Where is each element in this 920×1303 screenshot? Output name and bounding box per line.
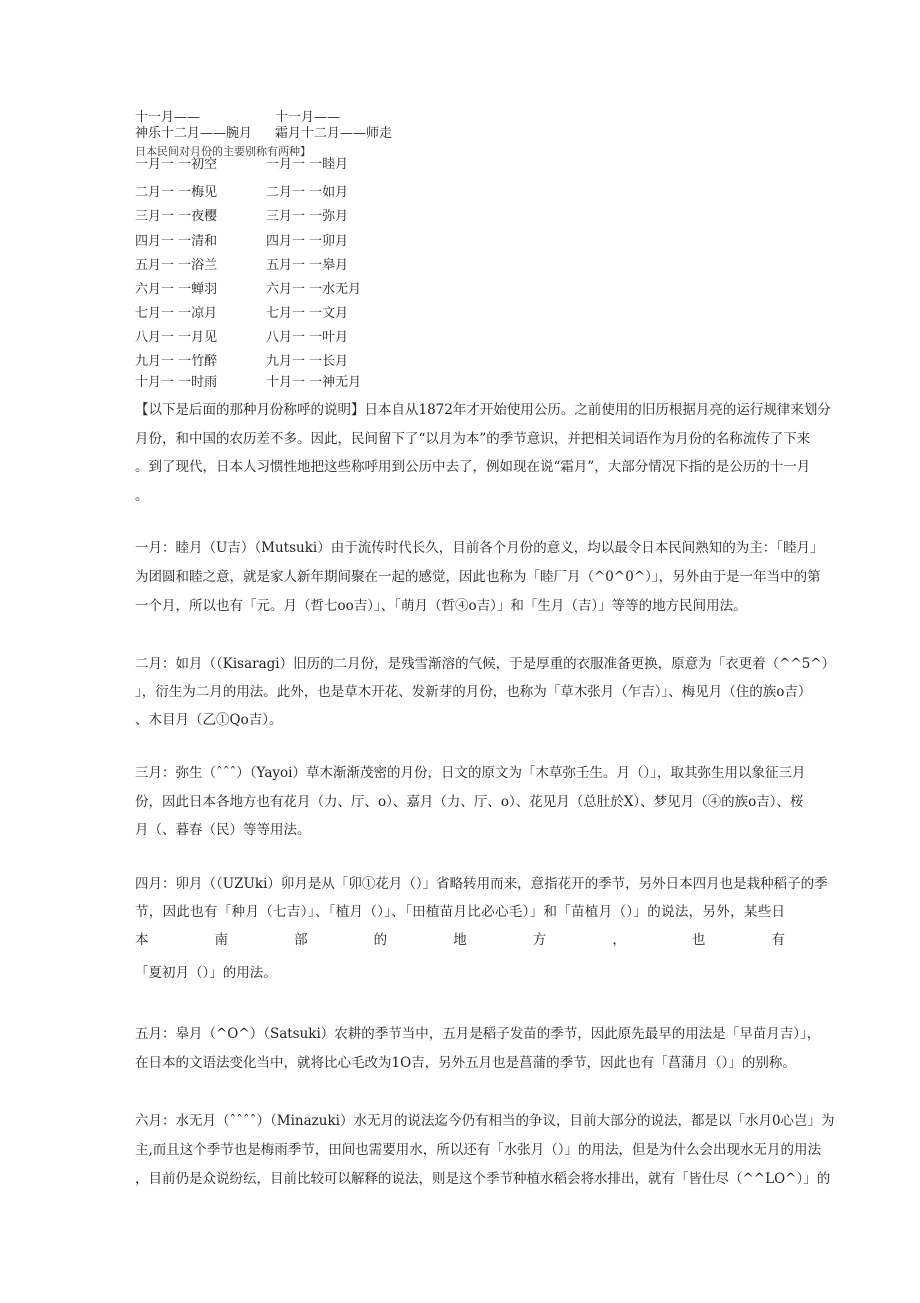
month-row-left: 七月一 一凉月 bbox=[135, 306, 218, 321]
month-row-left: 六月一 一蝉羽 bbox=[135, 282, 218, 297]
month-row-right: 四月一 一卯月 bbox=[266, 234, 349, 249]
header-left-line1: 十一月—— bbox=[135, 110, 201, 125]
header-right-line2: 霜月十二月——师走 bbox=[275, 126, 393, 141]
paragraph-line: 。 bbox=[135, 488, 149, 504]
month-row-left: 四月一 一清和 bbox=[135, 234, 218, 249]
paragraph-line: 本南部的地方，也有 bbox=[135, 932, 785, 948]
paragraph-line: 节，因此也有「种月（七吉）」、「植月（）」、「田植苗月比必心毛）」和「苗植月（）」的说法，另外，某些日 bbox=[135, 904, 785, 920]
paragraph-line: 六月：水无月（ˆˆˆˆ）（Minazuki）水无月的说法迄今仍有相当的争议，目前大部分的说法，都是以「水月0心岂」为 bbox=[135, 1113, 835, 1129]
paragraph-line: 月份，和中国的农历差不多。因此，民间留下了“以月为本”的季节意识，并把相关词语作为月份的名称流传了下来 bbox=[135, 431, 811, 447]
table-subtitle: 日本民间对月份的主要别称有两种】 bbox=[135, 145, 311, 158]
month-row-right: 一月一 一睦月 bbox=[266, 157, 349, 172]
month-row-right: 三月一 一弥月 bbox=[266, 209, 349, 224]
month-row-left: 一月一 一初空 bbox=[135, 157, 218, 172]
paragraph-line: 三月：弥生（ˆˆˆ）（Yayoi）草木渐渐茂密的月份，日文的原文为「木草弥壬生。月（）」，取其弥生用以象征三月 bbox=[135, 765, 806, 781]
paragraph-line: 一月：睦月（U吉）（Mutsuki）由于流传时代长久，目前各个月份的意义，均以最令日本民间熟知的为主：「睦月」 bbox=[135, 540, 824, 556]
month-row-left: 二月一 一梅见 bbox=[135, 185, 218, 200]
paragraph-line: 、木目月（乙①Qo吉）。 bbox=[135, 712, 283, 728]
month-row-right: 十月一 一神无月 bbox=[266, 375, 362, 390]
month-row-left: 五月一 一浴兰 bbox=[135, 258, 218, 273]
paragraph-line: 。到了现代，日本人习惯性地把这些称呼用到公历中去了，例如现在说“霜月”，大部分情况下指的是公历的十一月 bbox=[135, 459, 811, 475]
month-row-left: 三月一 一夜樱 bbox=[135, 209, 218, 224]
paragraph-line: ，目前仍是众说纷纭，目前比较可以解释的说法，则是这个季节种植水稻会将水排出，就有「皆仕尽（^^LO^）」的 bbox=[135, 1171, 831, 1187]
paragraph-line: 在日本的文语法变化当中，就将比心毛改为1O吉，另外五月也是菖蒲的季节，因此也有「菖蒲月（）」的别称。 bbox=[135, 1055, 796, 1071]
month-row-right: 六月一 一水无月 bbox=[266, 282, 362, 297]
month-row-left: 九月一 一竹醉 bbox=[135, 354, 218, 369]
month-row-right: 九月一 一长月 bbox=[266, 354, 349, 369]
paragraph-line: 主,而且这个季节也是梅雨季节，田间也需要用水，所以还有「水张月（）」的用法，但是为什么会出现水无月的用法 bbox=[135, 1142, 822, 1158]
paragraph-line: 「夏初月（）」的用法。 bbox=[135, 965, 277, 981]
paragraph-line: 一个月，所以也有「元。月（哲七oo吉）」、「萌月（哲④o吉）」和「生月（吉）」等等的地方民间用法。 bbox=[135, 598, 747, 614]
paragraph-line: 四月：卯月（（UZUki）卯月是从「卯①花月（）」省略转用而来，意指花开的季节，另外日本四月也是栽种稻子的季 bbox=[135, 876, 828, 892]
header-left-line2: 神乐十二月——腕月 bbox=[135, 126, 253, 141]
paragraph-line: 为团圆和睦之意，就是家人新年期间聚在一起的感觉，因此也称为「睦厂月（^0^0^）」，另外由于是一年当中的第 bbox=[135, 569, 821, 585]
month-row-right: 七月一 一文月 bbox=[266, 306, 349, 321]
month-row-left: 十月一 一时雨 bbox=[135, 375, 218, 390]
paragraph-line: 【以下是后面的那种月份称呼的说明】日本自从1872年才开始使用公历。之前使用的旧历根据月亮的运行规律来划分 bbox=[135, 402, 831, 418]
header-right-line1: 十一月—— bbox=[275, 110, 341, 125]
paragraph-line: 」，衍生为二月的用法。此外，也是草木开花、发新芽的月份，也称为「草木张月（乍吉）」、梅见月（住的族o吉） bbox=[135, 684, 812, 700]
paragraph-line: 月（、暮春（民）等等用法。 bbox=[135, 822, 311, 838]
month-row-right: 五月一 一皋月 bbox=[266, 258, 349, 273]
paragraph-line: 二月：如月（（Kisaragi）旧历的二月份，是残雪渐溶的气候，于是厚重的衣服准备更换，原意为「衣更着（^^5^） bbox=[135, 656, 836, 672]
month-row-left: 八月一 一月见 bbox=[135, 330, 218, 345]
paragraph-line: 五月：皋月（^O^）（Satsuki）农耕的季节当中，五月是稻子发苗的季节，因此原先最早的用法是「早苗月吉）」， bbox=[135, 1026, 821, 1042]
month-row-right: 八月一 一叶月 bbox=[266, 330, 349, 345]
paragraph-line: 份，因此日本各地方也有花月（力、厅、o）、嘉月（力、厅、o）、花见月（总肚於X）、梦见月（④的族o吉）、桜 bbox=[135, 794, 804, 810]
month-row-right: 二月一 一如月 bbox=[266, 185, 349, 200]
